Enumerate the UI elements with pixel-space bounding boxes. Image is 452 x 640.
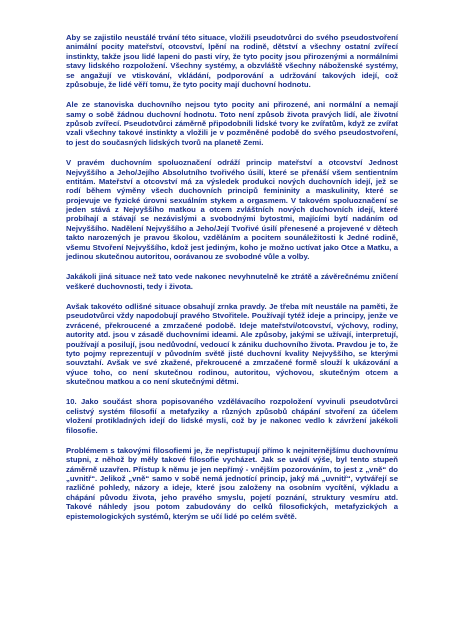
- document-body: [66, 33, 398, 521]
- paragraph: Aby se zajistilo neustálé trvání této situace, vložili pseudotvůrci do svého pseudostvoření animální pocity mateřství, otcovství, lpění na rodině, dětství a všechny ostatní zvířecí instinkty, takže jsou lidé lapeni do pasti víry, že tyto pocity jsou přirozenými a normálními stavy lidského rozpoložení. Všechny systémy, a obzvláště všechny náboženské systémy, se angažují ve vtiskování, vkládání, podporování a udržování takových idejí, což způsobuje, že lidé věří tomu, že tyto pocity mají duchovní hodnotu.: [66, 33, 398, 89]
- numbered-paragraph: 10. Jako součást shora popisovaného vzdělávacího rozpoložení vyvinuli pseudotvůrci celistvý systém filosofií a metafyziky a různých způsobů chápání stvoření za účelem vložení protikladných idejí do lidské mysli, což by je nakonec vedlo k závržení jakékoli filosofie.: [66, 397, 398, 435]
- paragraph: Avšak takovéto odlišné situace obsahují zrnka pravdy. Je třeba mít neustále na paměti, že pseudotvůrci vždy napodobují pravého Stvořitele. Používají tytéž ideje a principy, jenže ve zvrácené, překroucené a zmrzačené podobě. Ideje mateřství/otcovství, výchovy, rodiny, autority atd. jsou v zásadě duchovními ideami. Ale způsoby, jakými se užívají, interpretují, používají a posilují, jsou nedůvodní, vedoucí k zániku duchovního života. Pravdou je to, že tyto pojmy reprezentují v původním světě jisté duchovní kvality Nejvyššího, se kterými souvztahí. Avšak ve své zkažené, překroucené a zmrzačené formě slouží k ukázování a výuce toho, co není skutečnou rodinou, autoritou, výchovou, skutečným otcem a skutečnou matkou a co není skutečnými dětmi.: [66, 302, 398, 386]
- paragraph: Ale ze stanoviska duchovního nejsou tyto pocity ani přirozené, ani normální a nemají samy o sobě žádnou duchovní hodnotu. Toto není způsob života pravých lidí, ale životní způsob zvířecí. Pseudotvůrci záměrně připodobnili lidské tvory ke zvířatům, když ze zvířat vzali všechny takové instinkty a vložili je v pozměněné podobě do svého pseudostvoření, to jest do současných lidských tvorů na planetě Zemi.: [66, 100, 398, 147]
- paragraph: V pravém duchovním spoluoznačení odráží princip mateřství a otcovství Jednost Nejvyššího a Jeho/Jejího Absolutního tvořivého úsilí, které se přenáší všem sentientním entitám. Mateřství a otcovství má za výsledek produkci nových duchovních idejí, jež se rodí během výměny všech duchovních principů femininity a maskulinity, které se projevuje ve fyzické úrovni sexuálním stykem a orgasmem. V takovém spoluoznačení se jeden stává z Nejvyššího matkou a otcem zvláštních nových duchovních idejí, které probíhají a stávají se nezávislými a svobodnými bytostmi, majícími bytí nadáním od Nejvyššího. Nadělení Nejvyššího a Jeho/Její Tvořivé úsilí přenesené a projevené v dětech takto narozených je pravou školou, vzděláním a pocitem sounáležitosti k Jedné rodině, všemu Stvoření Nejvyššího, kdož jest jediným, koho je možno uctívat jako Otce a Matku, a jedinou skutečnou autoritou, oorávanou ze svobodné vůle a volby.: [66, 158, 398, 261]
- paragraph: Problémem s takovými filosofiemi je, že nepřistupují přímo k nejniternějšímu duchovnímu stupni, z něhož by měly takové filosofie vycházet. Jak se uvádí výše, byl tento stupeň záměrně uzavřen. Přístup k němu je jen nepřímý - vnějším pozorováním, to jest z „vně“ do „uvnitř“. Jelikož „vně“ samo v sobě nemá jednotící princip, jaký má „uvnitř“, vytvářejí se različné pohledy, názory a ideje, které jsou založeny na osobním vycítění, výkladu a chápání původu života, jeho pravého smyslu, pojetí poznání, struktury vesmíru atd. Takové náhledy jsou potom zabudovány do celků filosofických, metafyzických a epistemologických systémů, kterým se učí lidé po celém světě.: [66, 445, 398, 521]
- paragraph: Jakákoli jiná situace než tato vede nakonec nevyhnutelně ke ztrátě a závěrečnému zničení veškeré duchovnosti, tedy i života.: [66, 272, 398, 291]
